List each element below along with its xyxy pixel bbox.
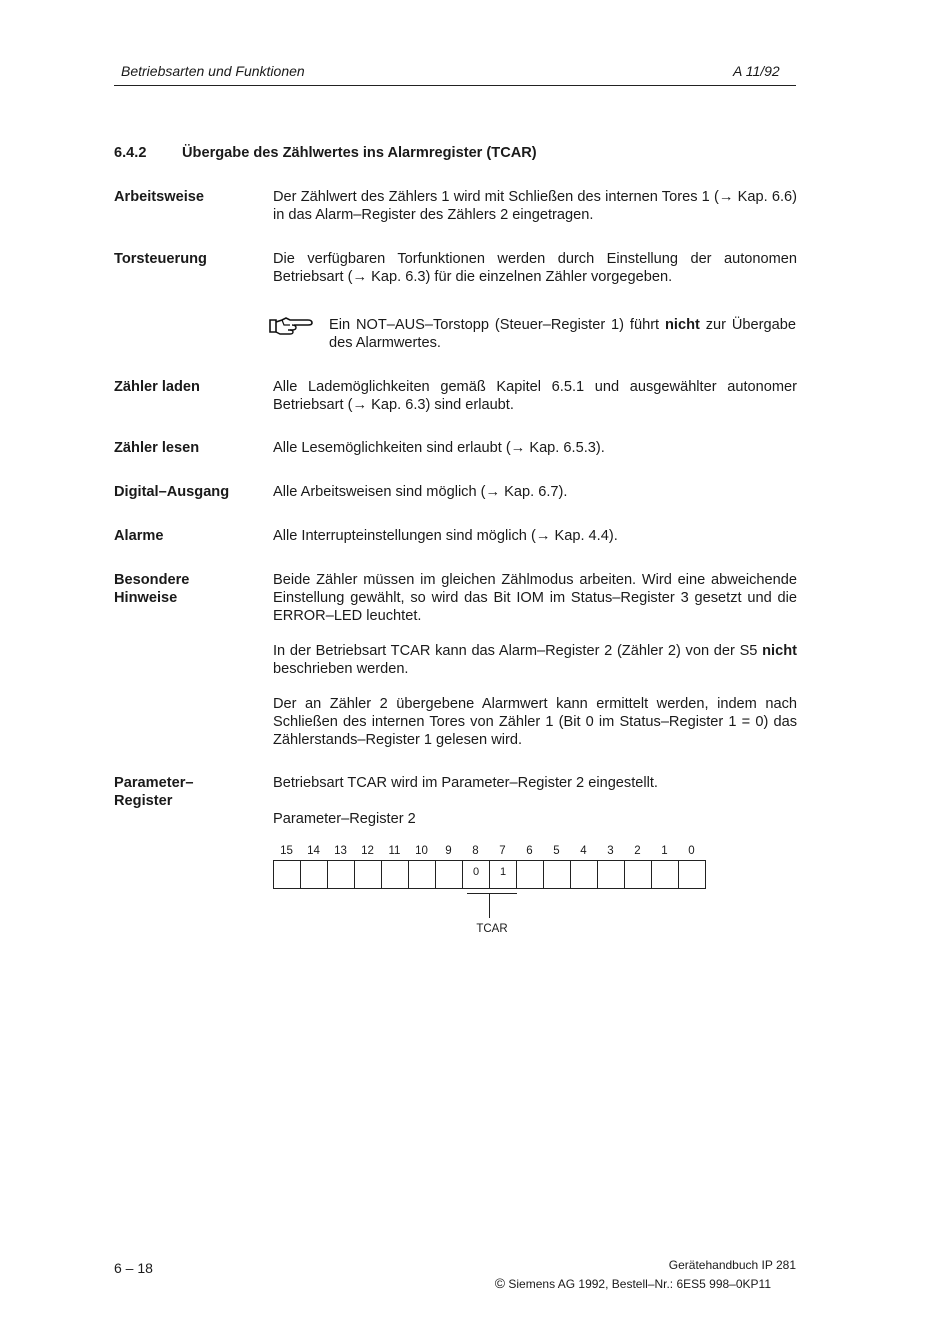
- note-text: Ein NOT–AUS–Torstopp (Steuer–Register 1) führt nicht zur Übergabe des Alarmwertes.: [329, 317, 796, 351]
- label-torsteuerung: Torsteuerung: [114, 251, 207, 267]
- register-cell: [354, 860, 382, 889]
- bit-number: 4: [580, 845, 587, 857]
- register-cell: [327, 860, 355, 889]
- bit-number: 15: [280, 845, 293, 857]
- label-parameter-register: [114, 774, 194, 810]
- text-digital-ausgang: Alle Arbeitsweisen sind möglich (→ Kap. 6.7).: [273, 484, 568, 500]
- text-zaehler-laden: Alle Lademöglichkeiten gemäß Kapitel 6.5.1 und ausgewählter autonomer Betriebsart (→ Kap. 6.3) sind erlaubt.: [273, 379, 797, 413]
- footer-manual: Gerätehandbuch IP 281: [668, 1258, 796, 1272]
- text-arbeitsweise: Der Zählwert des Zählers 1 wird mit Schließen des internen Tores 1 (→ Kap. 6.6) in das Alarm–Register des Zählers 2 eingetragen.: [273, 189, 797, 223]
- bit-number: 9: [445, 845, 452, 857]
- text-zaehler-lesen: Alle Lesemöglichkeiten sind erlaubt (→ Kap. 6.5.3).: [273, 440, 605, 456]
- label-besondere-line1: Besondere: [114, 572, 190, 588]
- tcar-bracket-stem: [489, 893, 490, 918]
- label-zaehler-laden: Zähler laden: [114, 379, 200, 395]
- register-cell: [408, 860, 436, 889]
- register-cell: [516, 860, 544, 889]
- text-parameter: Betriebsart TCAR wird im Parameter–Register 2 eingestellt.: [273, 775, 658, 791]
- label-zaehler-lesen: Zähler lesen: [114, 440, 200, 456]
- pointing-hand-icon: [268, 316, 316, 336]
- bit-number: 6: [526, 845, 533, 857]
- text-besondere-para3: Der an Zähler 2 übergebene Alarmwert kann ermittelt werden, indem nach Schließen des internen Tores von Zähler 1 (Bit 0 im Status–Register 1 = 0) das Zählerstands–Register 1 gelesen wird.: [273, 696, 797, 748]
- bit-number: 5: [553, 845, 560, 857]
- label-parameter-line2: Register: [114, 793, 173, 809]
- bit-number: 2: [634, 845, 641, 857]
- register-cell: [381, 860, 409, 889]
- tcar-bracket-bar: [467, 893, 517, 894]
- bit-number: 8: [472, 845, 479, 857]
- tcar-label: TCAR: [476, 923, 508, 935]
- text-torsteuerung: Die verfügbaren Torfunktionen werden durch Einstellung der autonomen Betriebsart (→ Kap. 6.3) für die einzelnen Zähler vorgegeben.: [273, 251, 797, 285]
- register-cell: [300, 860, 328, 889]
- bit-number: 10: [415, 845, 428, 857]
- section-number: 6.4.2: [114, 145, 147, 161]
- footer-copyright: [495, 1275, 771, 1291]
- label-alarme: Alarme: [114, 528, 164, 544]
- bit-number: 0: [688, 845, 695, 857]
- text-besondere-para2: In der Betriebsart TCAR kann das Alarm–Register 2 (Zähler 2) von der S5 nicht beschrieben werden.: [273, 643, 797, 677]
- register-cell: [273, 860, 301, 889]
- label-parameter-line1: Parameter–: [114, 775, 194, 791]
- register-cell: [597, 860, 625, 889]
- bit-number: 1: [661, 845, 668, 857]
- label-besondere-hinweise: [114, 571, 189, 607]
- header-rule: [114, 85, 796, 86]
- page-number: 6 – 18: [114, 1260, 153, 1276]
- register-cell: [543, 860, 571, 889]
- text-besondere-para1: Beide Zähler müssen im gleichen Zählmodus arbeiten. Wird eine abweichende Einstellung gewählt, so wird das Bit IOM im Status–Register 3 gesetzt und die ERROR–LED leuchtet.: [273, 572, 797, 624]
- register-cell: [435, 860, 463, 889]
- bit-number: 11: [388, 845, 401, 857]
- label-besondere-line2: Hinweise: [114, 590, 178, 606]
- text-alarme: Alle Interrupteinstellungen sind möglich (→ Kap. 4.4).: [273, 528, 618, 544]
- bit-number: 13: [334, 845, 347, 857]
- running-header-date: A 11/92: [733, 63, 780, 79]
- label-digital-ausgang: Digital–Ausgang: [114, 484, 230, 500]
- bit-number: 7: [499, 845, 506, 857]
- register-cell: [570, 860, 598, 889]
- register-cell: [678, 860, 706, 889]
- section-title: Übergabe des Zählwertes ins Alarmregister (TCAR): [182, 145, 537, 161]
- register-cell-value: 0: [472, 866, 480, 878]
- copyright-text: Siemens AG 1992, Bestell–Nr.: 6ES5 998–0KP11: [508, 1277, 771, 1291]
- register-cell-value: 1: [499, 866, 507, 878]
- bit-number: 14: [307, 845, 320, 857]
- copyright-symbol: ©: [494, 1275, 506, 1291]
- running-header-title: Betriebsarten und Funktionen: [121, 63, 305, 79]
- label-arbeitsweise: Arbeitsweise: [114, 189, 205, 205]
- register-cell: [651, 860, 679, 889]
- bit-number: 3: [607, 845, 614, 857]
- register-cell: [624, 860, 652, 889]
- register-title: Parameter–Register 2: [273, 811, 416, 827]
- bit-number: 12: [361, 845, 374, 857]
